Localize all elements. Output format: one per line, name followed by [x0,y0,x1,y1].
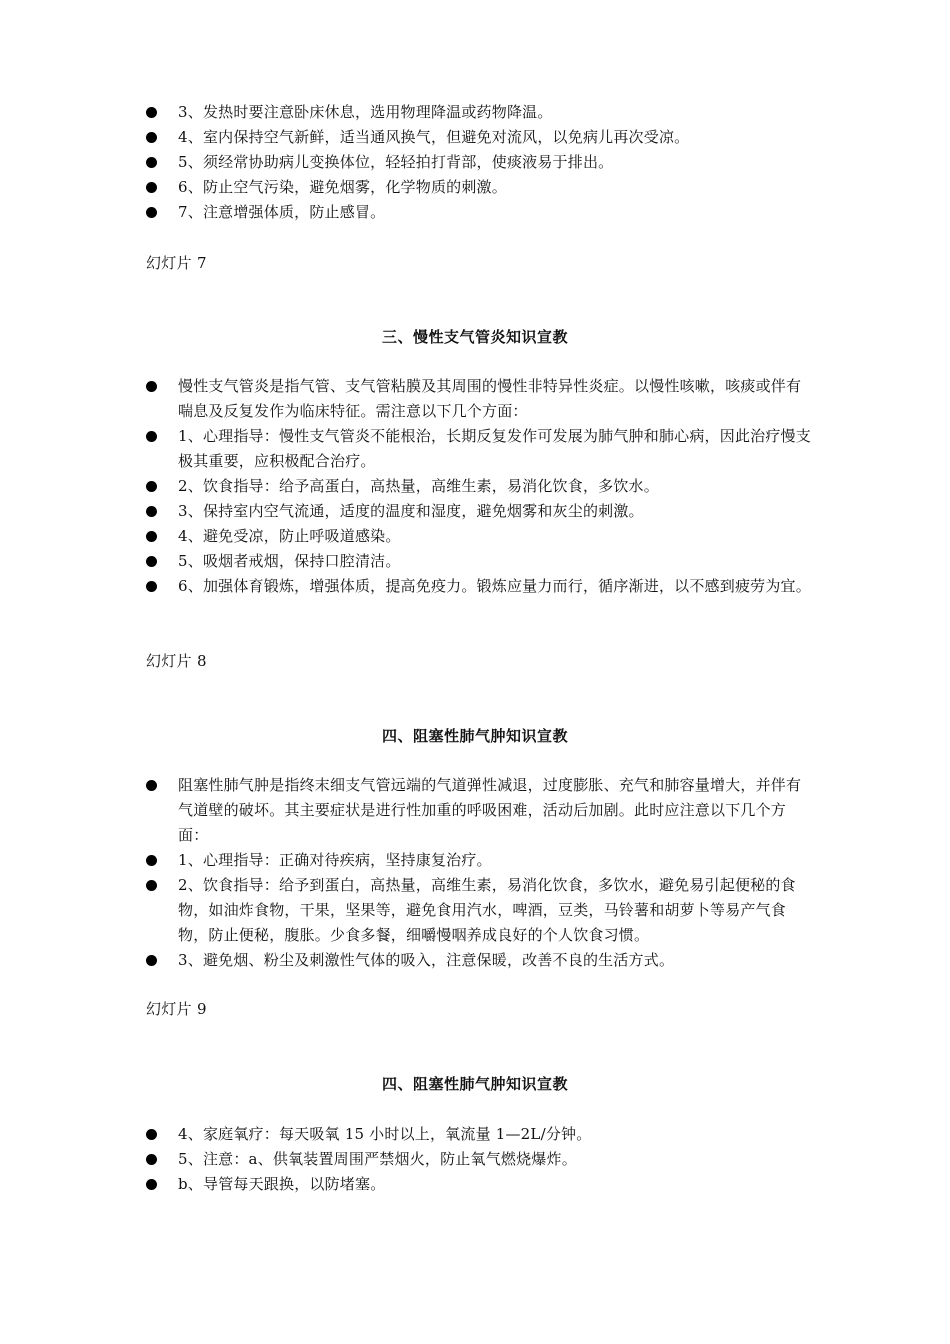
bullet-icon [146,1129,157,1140]
bullet-icon [146,431,157,442]
list-item-text: 1、心理指导：慢性支气管炎不能根治，长期反复发作可发展为肺气肿和肺心病，因此治疗慢支极其重要，应积极配合治疗。 [178,427,811,470]
list-item-text: 6、防止空气污染，避免烟雾，化学物质的刺激。 [178,178,507,196]
bullet-icon [146,481,157,492]
list-item-text: 2、饮食指导：给予高蛋白，高热量，高维生素，易消化饮食，多饮水。 [178,477,659,495]
list-item [146,948,811,973]
list-item-text: 6、加强体育锻炼，增强体质，提高免疫力。锻炼应量力而行，循序渐进，以不感到疲劳为宜。 [178,577,811,595]
slide-label: 幻灯片 7 [146,254,207,272]
section-heading: 四、阻塞性肺气肿知识宣教 [381,727,568,745]
slide-label: 幻灯片 9 [146,1000,207,1018]
list-item [146,773,811,848]
list-item [146,524,811,549]
list-item-text: 5、吸烟者戒烟，保持口腔清洁。 [178,552,401,570]
list-item [146,374,811,424]
list-item-text: 3、避免烟、粉尘及刺激性气体的吸入，注意保暖，改善不良的生活方式。 [178,951,675,969]
list-item-text: 3、保持室内空气流通，适度的温度和湿度，避免烟雾和灰尘的刺激。 [178,502,644,520]
bullet-icon [146,207,157,218]
list-item-text: 阻塞性肺气肿是指终末细支气管远端的气道弹性减退，过度膨胀、充气和肺容量增大，并伴有气道壁的破坏。其主要症状是进行性加重的呼吸困难，活动后加剧。此时应注意以下几个方面： [178,776,802,844]
bronchitis-list [146,374,811,599]
oxygen-therapy-list [146,1122,811,1197]
bullet-icon [146,506,157,517]
list-item [146,150,811,175]
bullet-icon [146,1179,157,1190]
bullet-icon [146,880,157,891]
list-item-text: 4、避免受凉，防止呼吸道感染。 [178,527,401,545]
list-item-text: 3、发热时要注意卧床休息，选用物理降温或药物降温。 [178,103,553,121]
list-item [146,175,811,200]
bullet-icon [146,581,157,592]
list-item-text: b、导管每天跟换，以防堵塞。 [178,1175,386,1193]
bullet-icon [146,132,157,143]
list-item-text: 5、须经常协助病儿变换体位，轻轻拍打背部，使痰液易于排出。 [178,153,614,171]
bullet-icon [146,381,157,392]
bullet-icon [146,780,157,791]
list-item [146,200,811,225]
bullet-icon [146,182,157,193]
list-item [146,873,811,948]
bullet-icon [146,107,157,118]
section-heading: 四、阻塞性肺气肿知识宣教 [381,1075,568,1093]
emphysema-list [146,773,811,973]
list-item-text: 4、家庭氧疗：每天吸氧 15 小时以上，氧流量 1—2L/分钟。 [178,1125,592,1143]
list-item [146,549,811,574]
list-item [146,424,811,474]
list-item [146,100,811,125]
list-item-text: 2、饮食指导：给予到蛋白，高热量，高维生素，易消化饮食，多饮水，避免易引起便秘的食物，如油炸食物，干果，坚果等，避免食用汽水，啤酒，豆类，马铃薯和胡萝卜等易产气食物，防止便秘，腹胀。少食多餐，细嚼慢咽养成良好的个人饮食习惯。 [178,876,796,944]
list-item [146,499,811,524]
slide-label: 幻灯片 8 [146,652,207,670]
list-item-text: 4、室内保持空气新鲜，适当通风换气，但避免对流风，以免病儿再次受凉。 [178,128,690,146]
list-item-text: 慢性支气管炎是指气管、支气管粘膜及其周围的慢性非特异性炎症。以慢性咳嗽，咳痰或伴有喘息及反复发作为临床特征。需注意以下几个方面： [178,377,802,420]
list-item [146,574,811,599]
bullet-icon [146,855,157,866]
care-tips-list [146,100,811,225]
bullet-icon [146,157,157,168]
list-item [146,1147,811,1172]
list-item [146,1122,811,1147]
section-heading: 三、慢性支气管炎知识宣教 [381,328,568,346]
list-item [146,125,811,150]
bullet-icon [146,531,157,542]
list-item [146,474,811,499]
bullet-icon [146,955,157,966]
list-item [146,848,811,873]
list-item-text: 7、注意增强体质，防止感冒。 [178,203,386,221]
bullet-icon [146,1154,157,1165]
bullet-icon [146,556,157,567]
list-item-text: 5、注意：a、供氧装置周围严禁烟火，防止氧气燃烧爆炸。 [178,1150,577,1168]
list-item-text: 1、心理指导：正确对待疾病，坚持康复治疗。 [178,851,492,869]
list-item [146,1172,811,1197]
